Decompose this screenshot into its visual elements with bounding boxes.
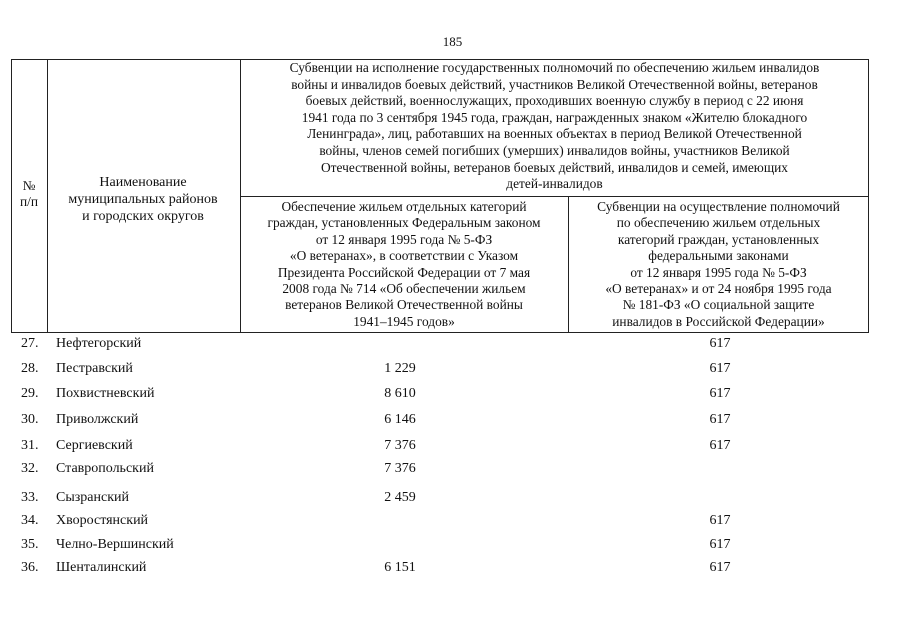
row-value-housing: 1 229 bbox=[384, 361, 416, 376]
header-line: «О ветеранах», в соответствии с Указом bbox=[289, 248, 519, 264]
row-number: 27. bbox=[21, 336, 39, 351]
row-value-housing: 7 376 bbox=[384, 438, 416, 453]
table-row bbox=[0, 436, 905, 456]
header-line: Ленинграда», лиц, работавших на военных объектах в период Великой Отечественной bbox=[307, 126, 802, 142]
row-number: 30. bbox=[21, 412, 39, 427]
header-line: инвалидов в Российской Федерации» bbox=[612, 313, 825, 329]
header-line: Наименование bbox=[99, 175, 187, 190]
row-number: 29. bbox=[21, 386, 39, 401]
row-name: Приволжский bbox=[56, 412, 139, 427]
row-name: Челно-Вершинский bbox=[56, 537, 174, 552]
table-row bbox=[0, 384, 905, 404]
header-line: войны и инвалидов боевых действий, участников Великой Отечественной войны, ветеранов bbox=[291, 76, 818, 92]
row-name: Шенталинский bbox=[56, 560, 147, 575]
header-line: Субвенции на исполнение государственных полномочий по обеспечению жильем инвалидов bbox=[289, 60, 820, 75]
header-line: «О ветеранах» и от 24 ноября 1995 года bbox=[605, 281, 832, 297]
row-value-housing: 2 459 bbox=[384, 490, 416, 505]
row-number: 31. bbox=[21, 438, 39, 453]
header-line: № bbox=[22, 178, 36, 193]
header-line: № 181-ФЗ «О социальной защите bbox=[622, 297, 815, 313]
table-row bbox=[0, 334, 905, 354]
header-line: Президента Российской Федерации от 7 мая bbox=[277, 264, 531, 280]
header-line: от 12 января 1995 года № 5-ФЗ bbox=[315, 231, 493, 247]
row-value-subvention: 617 bbox=[709, 386, 731, 401]
row-value-housing: 8 610 bbox=[384, 386, 416, 401]
row-number: 36. bbox=[21, 560, 39, 575]
row-value-subvention: 617 bbox=[709, 513, 731, 528]
row-name: Сызранский bbox=[56, 490, 129, 505]
header-line: 1941 года по 3 сентября 1945 года, граждан, награжденных знаком «Жителю блокадного bbox=[301, 109, 808, 125]
table-row bbox=[0, 410, 905, 430]
header-line: граждан, установленных Федеральным законом bbox=[267, 215, 541, 231]
header-line: 1941–1945 годов» bbox=[353, 313, 455, 329]
header-line: войны, членов семей погибших (умерших) инвалидов войны, участников Великой bbox=[319, 142, 790, 158]
table-row bbox=[0, 558, 905, 578]
row-name: Хворостянский bbox=[56, 513, 149, 528]
table-row bbox=[0, 459, 905, 479]
header-line: Отечественной войны, ветеранов боевых действий, инвалидов и семей, имеющих bbox=[321, 159, 788, 175]
row-value-subvention: 617 bbox=[709, 438, 731, 453]
header-line: федеральными законами bbox=[648, 248, 789, 264]
row-value-subvention: 617 bbox=[709, 336, 731, 351]
page-number: 185 bbox=[442, 34, 463, 49]
header-line: муниципальных районов bbox=[68, 192, 218, 207]
header-line: п/п bbox=[19, 194, 39, 209]
header-line: от 12 января 1995 года № 5-ФЗ bbox=[630, 264, 807, 280]
table-row bbox=[0, 359, 905, 379]
row-number: 28. bbox=[21, 361, 39, 376]
row-name: Ставропольский bbox=[56, 461, 154, 476]
header-line: боевых действий, военнослужащих, проходивших военную службу в период с 22 июня bbox=[305, 93, 804, 109]
row-name: Похвистневский bbox=[56, 386, 155, 401]
header-line: Обеспечение жильем отдельных категорий bbox=[281, 199, 527, 214]
header-line: ветеранов Великой Отечественной войны bbox=[285, 297, 523, 313]
row-name: Нефтегорский bbox=[56, 336, 142, 351]
row-value-subvention: 617 bbox=[709, 560, 731, 575]
header-line: Субвенции на осуществление полномочий bbox=[597, 199, 840, 214]
header-line: и городских округов bbox=[82, 209, 204, 224]
row-number: 35. bbox=[21, 537, 39, 552]
row-value-subvention: 617 bbox=[709, 361, 731, 376]
row-number: 34. bbox=[21, 513, 39, 528]
header-line: 2008 года № 714 «Об обеспечении жильем bbox=[282, 281, 526, 297]
row-value-subvention: 617 bbox=[709, 412, 731, 427]
row-value-housing: 6 146 bbox=[384, 412, 416, 427]
row-value-housing: 7 376 bbox=[384, 461, 416, 476]
row-number: 33. bbox=[21, 490, 39, 505]
row-name: Пестравский bbox=[56, 361, 133, 376]
row-value-housing: 6 151 bbox=[384, 560, 416, 575]
row-name: Сергиевский bbox=[56, 438, 133, 453]
header-line: по обеспечению жильем отдельных bbox=[616, 215, 821, 231]
header-line: категорий граждан, установленных bbox=[617, 231, 820, 247]
row-value-subvention: 617 bbox=[709, 537, 731, 552]
table-row bbox=[0, 511, 905, 531]
table-row bbox=[0, 535, 905, 555]
header-line: детей-инвалидов bbox=[506, 176, 603, 192]
row-number: 32. bbox=[21, 461, 39, 476]
table-row bbox=[0, 488, 905, 508]
